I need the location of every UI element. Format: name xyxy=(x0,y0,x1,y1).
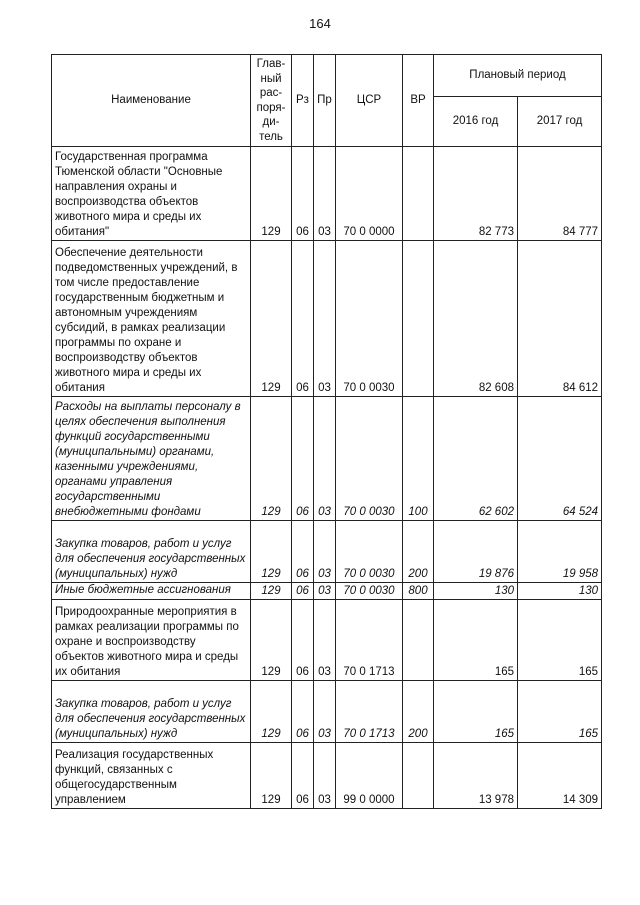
row-name: Государственная программа Тюменской области "Основные направления охраны и воспроизводства объектов животного мира и среды их обитания" xyxy=(52,147,251,241)
row-vr xyxy=(403,743,434,809)
row-name: Закупка товаров, работ и услуг для обеспечения государственных (муниципальных) нужд xyxy=(52,521,251,583)
table-row xyxy=(52,397,602,521)
row-rz: 06 xyxy=(292,521,314,583)
row-csr: 70 0 0030 xyxy=(336,583,403,600)
row-gr: 129 xyxy=(251,241,292,397)
header-pr: Пр xyxy=(314,55,336,147)
row-gr: 129 xyxy=(251,583,292,600)
row-vr: 800 xyxy=(403,583,434,600)
row-vr: 200 xyxy=(403,521,434,583)
row-gr: 129 xyxy=(251,600,292,681)
row-csr: 70 0 1713 xyxy=(336,681,403,743)
row-2017: 84 612 xyxy=(518,241,602,397)
row-rz: 06 xyxy=(292,583,314,600)
header-rz: Рз xyxy=(292,55,314,147)
row-2016: 13 978 xyxy=(434,743,518,809)
row-pr: 03 xyxy=(314,681,336,743)
row-rz: 06 xyxy=(292,147,314,241)
row-name: Иные бюджетные ассигнования xyxy=(52,583,251,600)
row-pr: 03 xyxy=(314,521,336,583)
row-gr: 129 xyxy=(251,681,292,743)
header-year-2016: 2016 год xyxy=(434,97,518,147)
row-vr: 100 xyxy=(403,397,434,521)
header-name: Наименование xyxy=(52,55,251,147)
row-2017: 130 xyxy=(518,583,602,600)
row-csr: 70 0 0030 xyxy=(336,397,403,521)
row-csr: 70 0 0030 xyxy=(336,521,403,583)
row-2017: 84 777 xyxy=(518,147,602,241)
row-pr: 03 xyxy=(314,583,336,600)
row-name: Закупка товаров, работ и услуг для обеспечения государственных (муниципальных) нужд xyxy=(52,681,251,743)
row-name: Обеспечение деятельности подведомственных учреждений, в том числе предоставление государственным бюджетным и автономным учреждениям субсидий, в рамках реализации программы по охране и воспроизводству объектов животного мира и среды их обитания xyxy=(52,241,251,397)
row-2017: 165 xyxy=(518,600,602,681)
row-2016: 82 773 xyxy=(434,147,518,241)
table-row xyxy=(52,583,602,600)
row-pr: 03 xyxy=(314,600,336,681)
page-number: 164 xyxy=(309,16,331,31)
row-csr: 99 0 0000 xyxy=(336,743,403,809)
row-rz: 06 xyxy=(292,397,314,521)
row-name: Реализация государственных функций, связанных с общегосударственным управлением xyxy=(52,743,251,809)
table-row xyxy=(52,681,602,743)
row-2016: 62 602 xyxy=(434,397,518,521)
row-2016: 165 xyxy=(434,600,518,681)
row-csr: 70 0 1713 xyxy=(336,600,403,681)
row-pr: 03 xyxy=(314,743,336,809)
row-csr: 70 0 0000 xyxy=(336,147,403,241)
row-vr xyxy=(403,241,434,397)
row-rz: 06 xyxy=(292,681,314,743)
row-gr: 129 xyxy=(251,147,292,241)
budget-table xyxy=(51,54,602,809)
row-2016: 130 xyxy=(434,583,518,600)
row-vr xyxy=(403,600,434,681)
table-row xyxy=(52,241,602,397)
table-row xyxy=(52,600,602,681)
row-vr: 200 xyxy=(403,681,434,743)
header-main-manager: Глав-ный рас-поря-ди-тель xyxy=(251,55,292,147)
row-2016: 19 876 xyxy=(434,521,518,583)
row-2017: 165 xyxy=(518,681,602,743)
row-name: Расходы на выплаты персоналу в целях обеспечения выполнения функций государственными (муниципальными) органами, казенными учреждениями, органами управления государственными внебюджетными фондами xyxy=(52,397,251,521)
row-rz: 06 xyxy=(292,600,314,681)
row-pr: 03 xyxy=(314,397,336,521)
row-2016: 82 608 xyxy=(434,241,518,397)
row-2016: 165 xyxy=(434,681,518,743)
row-name: Природоохранные мероприятия в рамках реализации программы по охране и воспроизводству объектов животного мира и среды их обитания xyxy=(52,600,251,681)
table-row xyxy=(52,147,602,241)
row-rz: 06 xyxy=(292,241,314,397)
header-vr: ВР xyxy=(403,55,434,147)
row-2017: 64 524 xyxy=(518,397,602,521)
row-2017: 19 958 xyxy=(518,521,602,583)
row-gr: 129 xyxy=(251,397,292,521)
table-row xyxy=(52,521,602,583)
header-planned-period: Плановый период xyxy=(434,55,602,97)
row-rz: 06 xyxy=(292,743,314,809)
header-year-2017: 2017 год xyxy=(518,97,602,147)
row-pr: 03 xyxy=(314,147,336,241)
row-gr: 129 xyxy=(251,743,292,809)
row-vr xyxy=(403,147,434,241)
row-2017: 14 309 xyxy=(518,743,602,809)
row-pr: 03 xyxy=(314,241,336,397)
row-csr: 70 0 0030 xyxy=(336,241,403,397)
row-gr: 129 xyxy=(251,521,292,583)
header-csr: ЦСР xyxy=(336,55,403,147)
table-row xyxy=(52,743,602,809)
